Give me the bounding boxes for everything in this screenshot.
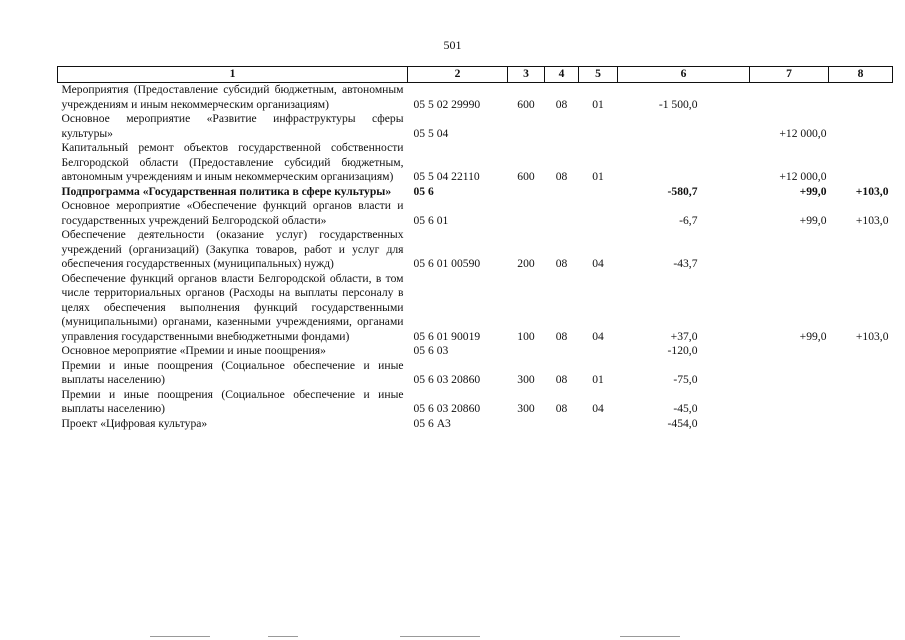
table-row <box>58 359 893 388</box>
row-subsection: 04 <box>592 329 604 343</box>
table-row <box>58 141 893 185</box>
row-section: 08 <box>555 257 568 270</box>
column-header: 8 <box>829 67 893 83</box>
row-amount-col8 <box>829 359 893 388</box>
footer-rule <box>620 636 680 637</box>
column-header: 6 <box>618 67 750 83</box>
row-amount-col7 <box>750 228 829 272</box>
row-amount-col8 <box>829 112 893 141</box>
row-description: Премии и иные поощрения (Социальное обеспечение и иные выплаты населению) <box>61 358 404 386</box>
column-header: 5 <box>579 67 618 83</box>
row-description: Проект «Цифровая культура» <box>61 416 208 430</box>
row-amount-col6: -454,0 <box>667 416 698 430</box>
row-expense-type: 600 <box>517 97 535 111</box>
row-section: 08 <box>555 329 568 343</box>
budget-table <box>57 66 893 431</box>
row-amount-col6: +37,0 <box>670 329 698 343</box>
row-code: 05 6 03 20860 <box>413 373 481 386</box>
row-description: Капитальный ремонт объектов государственной собственности Белгородской области (Предоставление субсидий бюджетным, автономным учреждениям и иным некоммерческим организациям) <box>61 141 404 183</box>
row-description: Премии и иные поощрения (Социальное обеспечение и иные выплаты населению) <box>61 387 404 415</box>
row-description: Основное мероприятие «Премии и иные поощрения» <box>61 344 326 357</box>
row-amount-col6: -75,0 <box>673 373 698 386</box>
row-subsection <box>579 417 618 432</box>
table-row <box>58 344 893 359</box>
row-amount-col6: -580,7 <box>667 184 698 198</box>
row-description: Обеспечение деятельности (оказание услуг) государственных учреждений (организаций) (Закупка товаров, работ и услуг для обеспечения государственных (муниципальных) нужд) <box>61 228 404 270</box>
row-description: Обеспечение функций органов власти Белгородской области, в том числе территориальных органов (Расходы на выплаты персоналу в целях обеспечения выполнения функций государственными (муниципальными) органами, казенными учреждениями, органами управления государственными внебюджетными фондами) <box>61 271 404 343</box>
row-amount-col7 <box>750 344 829 359</box>
table-row <box>58 417 893 432</box>
footer-rule <box>268 636 298 637</box>
row-subsection: 01 <box>592 170 604 183</box>
row-amount-col8 <box>829 141 893 185</box>
row-expense-type <box>508 185 545 200</box>
row-expense-type: 600 <box>517 170 535 183</box>
row-section: 08 <box>555 97 568 111</box>
row-section <box>545 199 579 228</box>
row-amount-col7: +99,0 <box>799 184 827 198</box>
row-expense-type <box>508 417 545 432</box>
row-subsection <box>579 185 618 200</box>
row-amount-col8: +103,0 <box>855 213 889 227</box>
row-section: 08 <box>555 373 568 386</box>
row-description: Основное мероприятие «Развитие инфраструктуры сферы культуры» <box>61 112 404 140</box>
row-expense-type: 100 <box>517 329 535 343</box>
row-code: 05 6 А3 <box>413 416 451 430</box>
row-amount-col8 <box>829 388 893 417</box>
table-row <box>58 83 893 113</box>
footer-rule <box>150 636 210 637</box>
table-row <box>58 112 893 141</box>
row-amount-col7: +12 000,0 <box>779 170 827 183</box>
row-amount-col6: -6,7 <box>679 213 698 227</box>
row-subsection <box>579 344 618 359</box>
row-amount-col8 <box>829 83 893 113</box>
row-amount-col6 <box>618 141 750 185</box>
row-code: 05 6 03 20860 <box>413 402 481 415</box>
row-description: Основное мероприятие «Обеспечение функций органов власти и государственных учреждений Белгородской области» <box>61 199 404 227</box>
row-amount-col8 <box>829 417 893 432</box>
row-subsection <box>579 199 618 228</box>
row-amount-col6: -120,0 <box>667 344 698 357</box>
table-row <box>58 185 893 200</box>
row-code: 05 6 <box>413 184 434 198</box>
table-row <box>58 388 893 417</box>
row-amount-col6: -45,0 <box>673 402 698 415</box>
row-section <box>545 185 579 200</box>
row-expense-type: 300 <box>517 402 535 415</box>
table-row <box>58 228 893 272</box>
row-amount-col6: -1 500,0 <box>658 97 698 111</box>
table-row <box>58 272 893 345</box>
row-code: 05 6 01 90019 <box>413 329 481 343</box>
row-description: Подпрограмма «Государственная политика в сфере культуры» <box>61 184 392 198</box>
row-section: 08 <box>555 402 568 415</box>
page-number: 501 <box>443 38 462 52</box>
row-description: Мероприятия (Предоставление субсидий бюджетным, автономным учреждениям и иным некоммерческим организациям) <box>61 83 404 111</box>
row-section <box>545 417 579 432</box>
row-subsection <box>579 112 618 141</box>
row-expense-type <box>508 344 545 359</box>
header-row <box>58 67 893 83</box>
row-amount-col6 <box>618 112 750 141</box>
row-section <box>545 344 579 359</box>
row-amount-col7 <box>750 417 829 432</box>
row-amount-col8 <box>829 228 893 272</box>
row-amount-col6: -43,7 <box>673 257 698 270</box>
row-expense-type: 200 <box>517 257 535 270</box>
row-expense-type: 300 <box>517 373 535 386</box>
row-code: 05 6 01 00590 <box>413 257 481 270</box>
row-section <box>545 112 579 141</box>
row-subsection: 04 <box>592 402 604 415</box>
row-amount-col7 <box>750 359 829 388</box>
row-expense-type <box>508 112 545 141</box>
column-header: 2 <box>408 67 508 83</box>
row-amount-col7 <box>750 83 829 113</box>
column-header: 3 <box>508 67 545 83</box>
row-section: 08 <box>555 170 568 183</box>
row-code: 05 5 04 <box>413 126 449 140</box>
row-code: 05 5 04 22110 <box>413 170 480 183</box>
row-amount-col7: +99,0 <box>799 213 827 227</box>
table-body <box>58 83 893 432</box>
row-subsection: 01 <box>592 373 604 386</box>
row-amount-col8: +103,0 <box>855 329 889 343</box>
row-amount-col7: +12 000,0 <box>779 126 827 140</box>
row-amount-col7 <box>750 388 829 417</box>
row-amount-col8 <box>829 344 893 359</box>
row-code: 05 6 01 <box>413 213 449 227</box>
row-subsection: 01 <box>592 97 604 111</box>
row-code: 05 5 02 29990 <box>413 97 481 111</box>
row-amount-col8: +103,0 <box>855 184 889 198</box>
footer-rule <box>400 636 480 637</box>
column-header: 7 <box>750 67 829 83</box>
table-row <box>58 199 893 228</box>
row-expense-type <box>508 199 545 228</box>
row-subsection: 04 <box>592 257 604 270</box>
row-amount-col7: +99,0 <box>799 329 827 343</box>
column-header: 4 <box>545 67 579 83</box>
row-code: 05 6 03 <box>413 344 449 357</box>
column-header: 1 <box>58 67 408 83</box>
